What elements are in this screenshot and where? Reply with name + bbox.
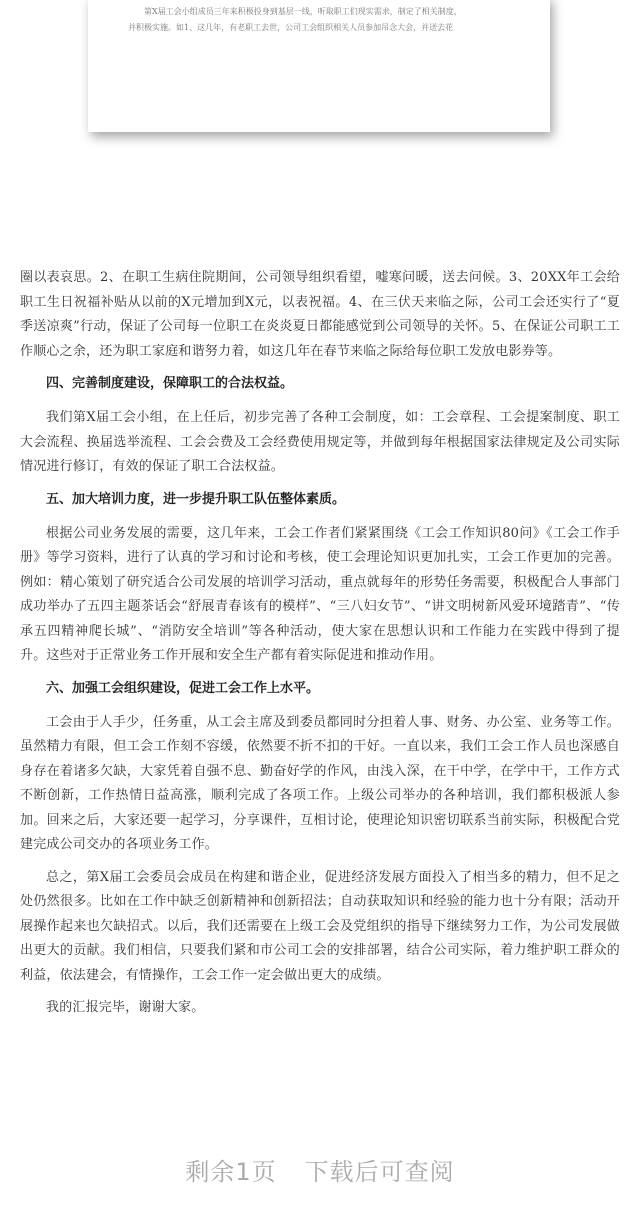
download-to-view-label: 下载后可查阅 xyxy=(304,1158,455,1186)
preview-line: 第X届工会小组成员三年来积极投身到基层一线，听取职工们现实需求，制定了相关制度， xyxy=(144,7,462,16)
paragraph: 根据公司业务发展的需要，这几年来，工会工作者们紧紧围绕《工会工作知识80问》《工会工作手册》等学习资料，进行了认真的学习和讨论和考核，使工会理论知识更加扎实，工会工作更加的完善。例如：精心策划了研究适合公司发展的培训学习活动，重点就每年的形势任务需要，积极配合人事部门成功举办了五四主题茶话会“舒展青春该有的模样”、“三八妇女节”、“讲文明树新风爱环境踏青”、“传承五四精神爬长城”、“消防安全培训”等各种活动，使大家在思想认识和工作能力在实践中得到了提升。这些对于正常业务工作开展和安全生产都有着实际促进和推动作用。 xyxy=(20,525,620,663)
paragraph: 工会由于人手少，任务重，从工会主席及到委员都同时分担着人事、财务、办公室、业务等工作。虽然精力有限，但工会工作刻不容缓，依然要不折不扣的干好。一直以来，我们工会工作人员也深感自身存在着诸多欠缺，大家凭着自强不息、勤奋好学的作风，由浅入深，在干中学，在学中干，工作方式不断创新，工作热情日益高涨，顺利完成了各项工作。上级公司举办的各种培训，我们都积极派人参加。回来之后，大家还要一起学习，分享课件，互相讨论，使理论知识密切联系当前实际，积极配合党建完成公司交办的各项业务工作。 xyxy=(20,714,620,852)
document-body xyxy=(20,266,620,1029)
paragraph: 圈以表哀思。2、在职工生病住院期间，公司领导组织看望，嘘寒问暖，送去问候。3、20XX年工会给职工生日祝福补贴从以前的X元增加到X元，以表祝福。4、在三伏天来临之际，公司工会还实行了“夏季送凉爽”行动，保证了公司每一位职工在炎炎夏日都能感觉到公司领导的关怀。5、在保证公司职工工作顺心之余，还为职工家庭和谐努力着，如这几年在春节来临之际给每位职工发放电影券等。 xyxy=(20,270,620,359)
section-heading: 六、加强工会组织建设，促进工会工作上水平。 xyxy=(46,680,320,696)
preview-line: 并积极实施。如1、这几年，有老职工去世，公司工会组织相关人员参加吊念大会，并送去花 xyxy=(128,23,454,32)
section-heading: 五、加大培训力度，进一步提升职工队伍整体素质。 xyxy=(46,491,346,507)
remaining-pages-label: 剩余1页 xyxy=(185,1158,277,1186)
paragraph: 我的汇报完毕，谢谢大家。 xyxy=(46,1000,205,1015)
download-prompt-button[interactable] xyxy=(0,1152,640,1187)
paragraph: 总之，第X届工会委员会成员在构建和谐企业，促进经济发展方面投入了相当多的精力，但不足之处仍然很多。比如在工作中缺乏创新精神和创新招法；自动获取知识和经验的能力也十分有限；活动开展操作起来也欠缺招式。以后，我们还需要在上级工会及党组织的指导下继续努力工作，为公司发展做出更大的贡献。我们相信，只要我们紧和市公司工会的安排部署，结合公司实际，着力维护职工群众的利益，依法建会，有情操作，工会工作一定会做出更大的成绩。 xyxy=(20,869,620,983)
paragraph: 我们第X届工会小组，在上任后，初步完善了各种工会制度，如：工会章程、工会提案制度、职工大会流程、换届选举流程、工会会费及工会经费使用规定等，并做到每年根据国家法律规定及公司实际情况进行修订，有效的保证了职工合法权益。 xyxy=(20,410,620,474)
page-preview-thumbnail xyxy=(88,0,550,132)
section-heading: 四、完善制度建设，保障职工的合法权益。 xyxy=(46,376,294,391)
